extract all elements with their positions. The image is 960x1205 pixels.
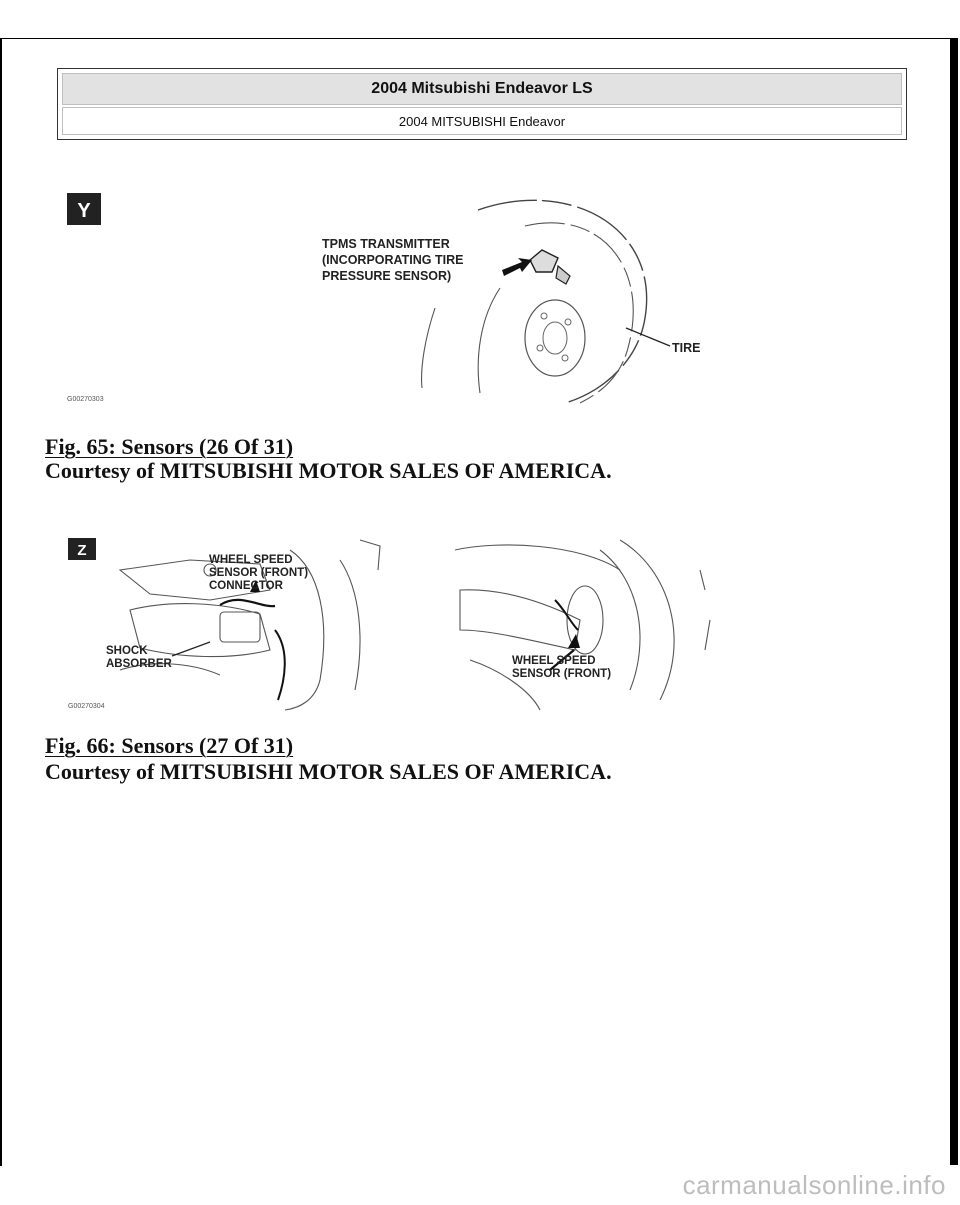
figure-65-caption[interactable]: Fig. 65: Sensors (26 Of 31) <box>45 434 294 459</box>
label-sensor-front-1: SENSOR (FRONT) <box>209 567 309 579</box>
document-header <box>57 68 907 140</box>
figure-badge-letter: Z <box>77 542 87 559</box>
label-absorber: ABSORBER <box>106 658 172 670</box>
label-connector: CONNECTOR <box>209 580 283 592</box>
figure-code: G00270304 <box>68 703 105 710</box>
figure-66-caption[interactable]: Fig. 66: Sensors (27 Of 31) <box>45 733 294 758</box>
page-right-edge <box>950 38 958 1165</box>
figure-66-illustration <box>60 530 720 712</box>
label-shock: SHOCK <box>106 645 148 657</box>
figure-code: G00270303 <box>67 396 104 403</box>
document-subtitle: 2004 MITSUBISHI Endeavor <box>62 107 902 135</box>
label-wheel-speed-2: WHEEL SPEED <box>512 655 596 667</box>
label-incorporating: (INCORPORATING TIRE <box>322 253 464 267</box>
label-tire: TIRE <box>672 341 701 355</box>
document-title: 2004 Mitsubishi Endeavor LS <box>62 73 902 105</box>
label-pressure-sensor: PRESSURE SENSOR) <box>322 269 452 283</box>
label-tpms-transmitter: TPMS TRANSMITTER <box>322 237 450 251</box>
label-wheel-speed-1: WHEEL SPEED <box>209 554 293 566</box>
figure-66-credit: Courtesy of MITSUBISHI MOTOR SALES OF AMERICA. <box>45 759 612 784</box>
watermark: carmanualsonline.info <box>682 1170 946 1200</box>
figure-65-illustration <box>60 188 740 410</box>
figure-65-credit: Courtesy of MITSUBISHI MOTOR SALES OF AMERICA. <box>45 458 612 483</box>
label-sensor-front-2: SENSOR (FRONT) <box>512 668 612 680</box>
figure-badge-letter: Y <box>77 200 91 222</box>
